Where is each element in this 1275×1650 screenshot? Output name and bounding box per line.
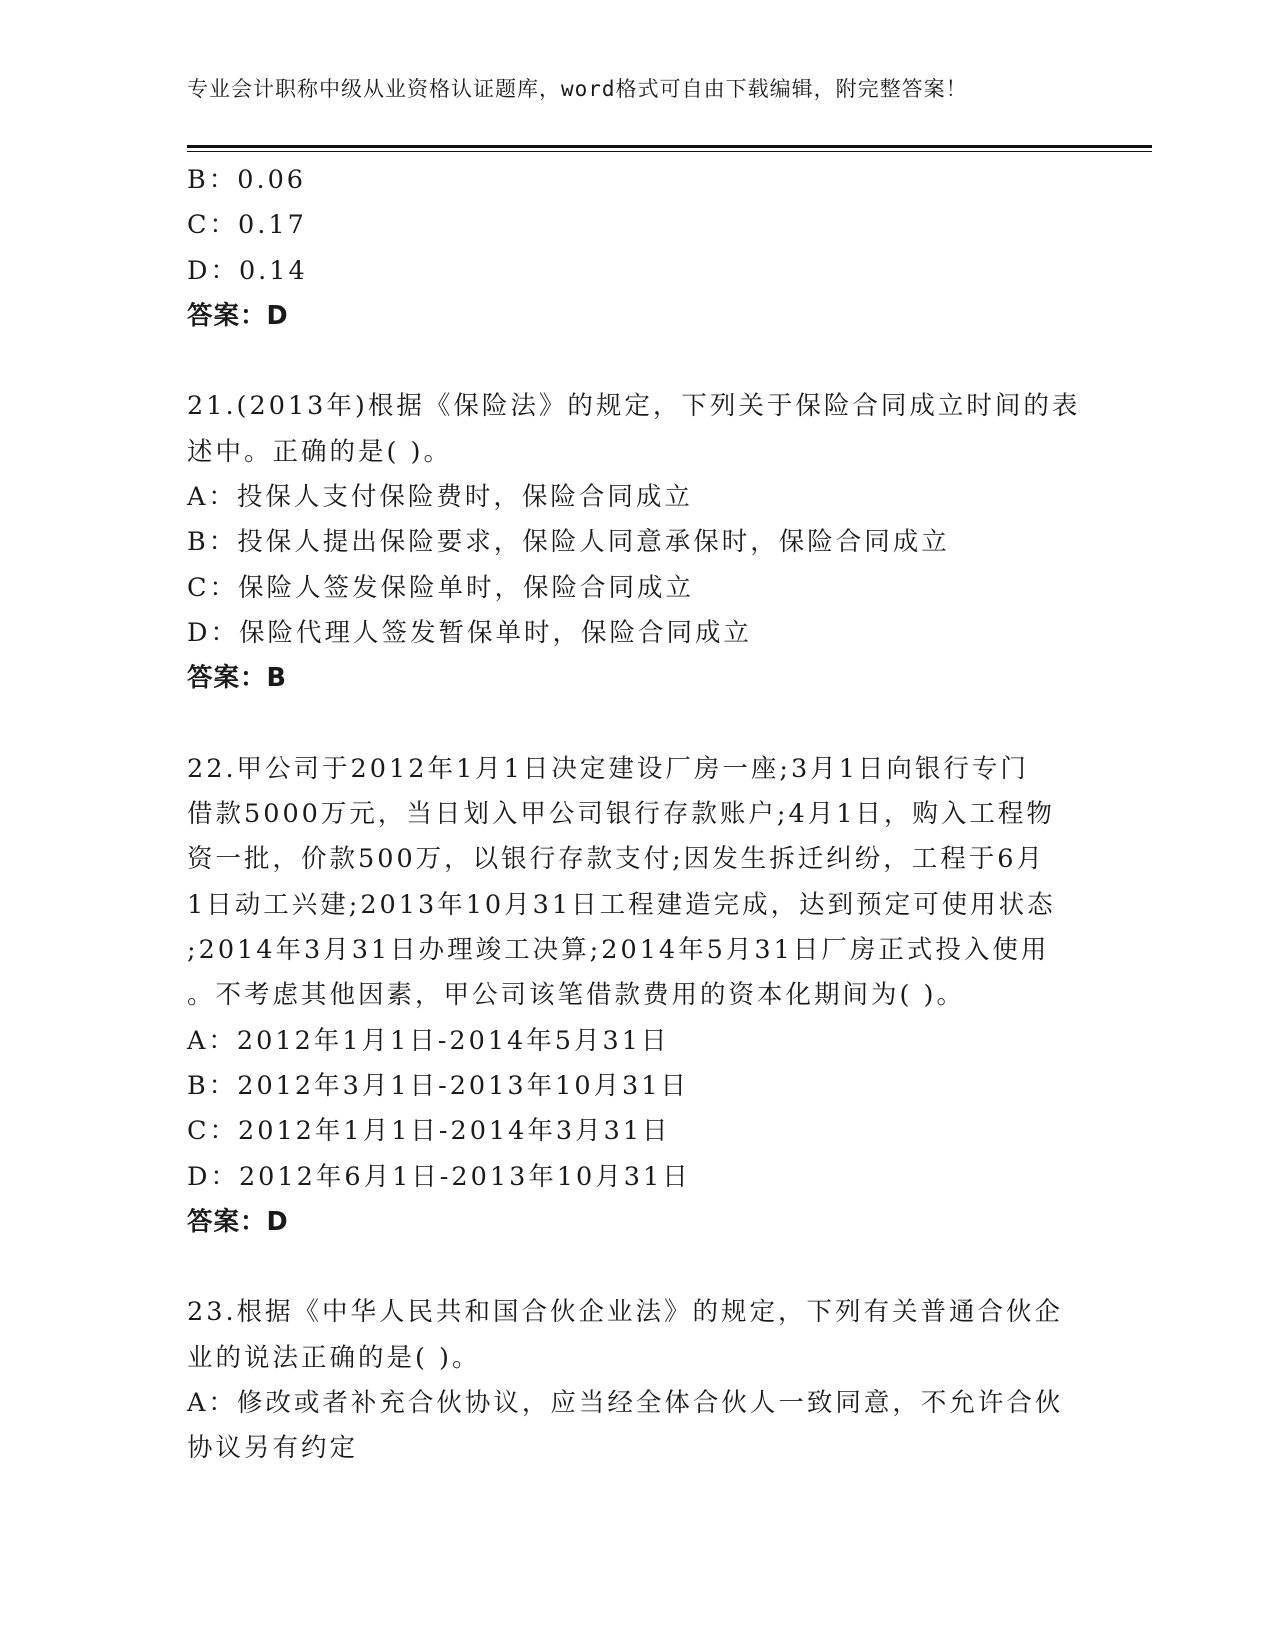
option-b: B：0.06 [187,165,307,195]
question-content [187,158,1087,1472]
option-c: C：保险人签发保险单时，保险合同成立 [187,572,695,603]
page-header: 专业会计职称中级从业资格认证题库，word格式可自由下载编辑，附完整答案！ [187,77,968,101]
question-23 [187,1290,1087,1471]
answer: 答案：B [187,663,287,694]
question-stem-line: 22.甲公司于2012年1月1日决定建设厂房一座;3月1日向银行专门 [187,753,1029,784]
question-stem-line: 21.(2013年)根据《保险法》的规定，下列关于保险合同成立时间的表 [187,391,1081,422]
spacer [187,1245,1087,1290]
question-stem-line: 23.根据《中华人民共和国合伙企业法》的规定，下列有关普通合伙企 [187,1297,1064,1328]
question-20-tail [187,158,1087,339]
spacer [187,339,1087,384]
spacer [187,702,1087,747]
option-b: B：2012年3月1日-2013年10月31日 [187,1070,689,1101]
answer: 答案：D [187,300,289,331]
option-c: C：0.17 [187,210,307,241]
option-a: A：修改或者补充合伙协议，应当经全体合伙人一致同意，不允许合伙 [187,1388,1064,1419]
question-stem-line: ;2014年3月31日办理竣工决算;2014年5月31日厂房正式投入使用 [187,935,1050,966]
question-21 [187,384,1087,701]
option-a: A：2012年1月1日-2014年5月31日 [187,1025,670,1056]
question-22 [187,747,1087,1245]
question-stem-line: 借款5000万元，当日划入甲公司银行存款账户;4月1日，购入工程物 [187,799,1055,830]
answer: 答案：D [187,1206,289,1237]
option-a-continued: 协议另有约定 [187,1433,359,1464]
option-d: D：2012年6月1日-2013年10月31日 [187,1161,691,1192]
question-stem-line: 。不考虑其他因素，甲公司该笔借款费用的资本化期间为( )。 [187,980,966,1011]
option-d: D：0.14 [187,255,308,286]
question-stem-line: 述中。正确的是( )。 [187,436,453,467]
question-stem-line: 业的说法正确的是( )。 [187,1342,481,1373]
question-stem-line: 1日动工兴建;2013年10月31日工程建造完成，达到预定可使用状态 [187,889,1056,920]
option-d: D：保险代理人签发暂保单时，保险合同成立 [187,617,752,648]
option-a: A：投保人支付保险费时，保险合同成立 [187,482,693,513]
header-rule-thick [187,145,1152,148]
option-c: C：2012年1月1日-2014年3月31日 [187,1116,671,1147]
question-stem-line: 资一批，价款500万，以银行存款支付;因发生拆迁纠纷，工程于6月 [187,844,1045,875]
option-b: B：投保人提出保险要求，保险人同意承保时，保险合同成立 [187,527,950,558]
header-rule-thin [187,151,1152,152]
